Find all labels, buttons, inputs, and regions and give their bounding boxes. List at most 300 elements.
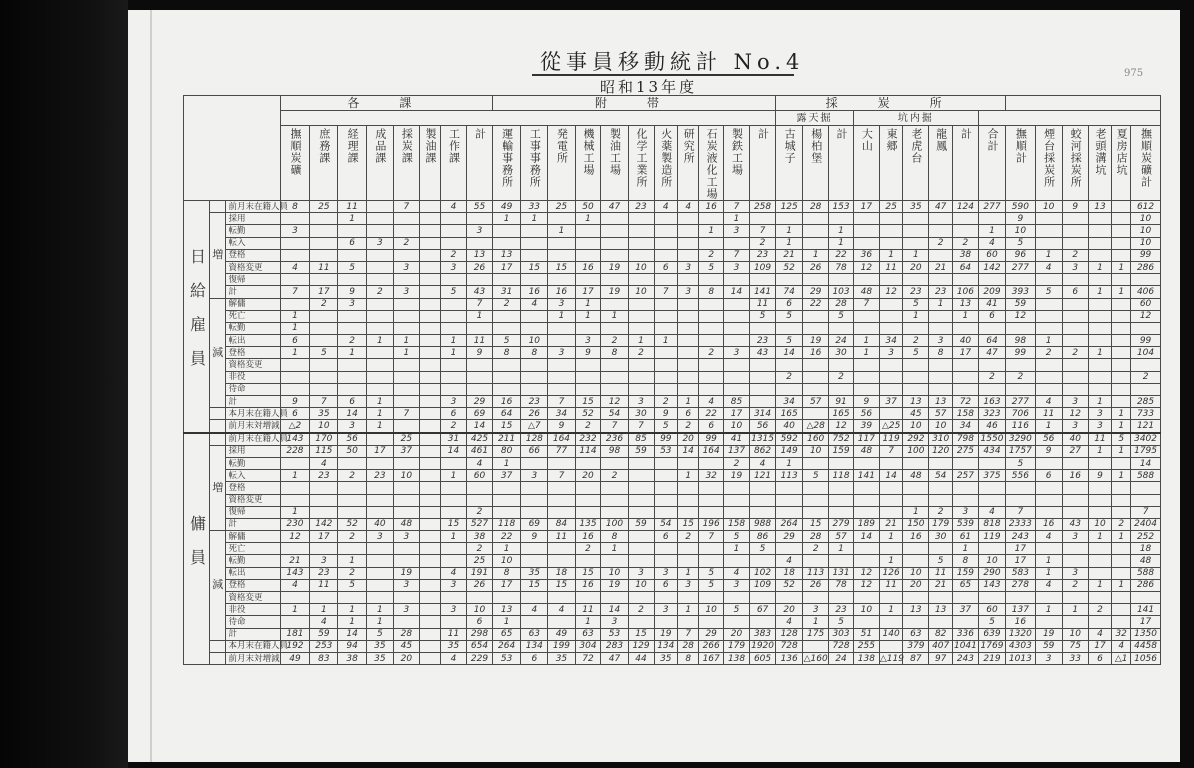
table-cell: 310 [929,433,953,446]
table-cell: 11 [1088,433,1112,446]
table-cell: 5 [338,261,366,273]
table-cell: 2 [903,335,929,347]
table-cell [853,322,879,334]
table-cell [1062,322,1088,334]
table-cell: 2 [628,347,654,359]
table-cell [699,298,724,310]
table-cell: 3 [724,579,750,591]
table-cell: 14 [441,445,467,457]
table-cell: 9 [467,347,493,359]
table-body [184,201,1161,665]
table-cell [952,213,978,225]
table-cell: 2 [492,298,520,310]
column-header [978,126,1005,201]
table-cell: 3 [628,396,654,408]
table-cell: 69 [467,408,493,420]
table-cell [879,322,903,334]
table-cell: 48 [903,470,929,482]
table-cell: 229 [467,652,493,664]
table-cell [1112,506,1131,518]
table-cell: 149 [776,445,803,457]
table-cell: 56 [1035,433,1062,446]
table-cell: 1320 [1006,628,1035,640]
table-row [184,298,1161,310]
table-cell: 5 [803,470,829,482]
table-cell: 7 [1131,506,1161,518]
table-cell: 1 [829,225,854,237]
table-cell [628,555,654,567]
table-cell [419,274,440,286]
table-cell [879,213,903,225]
table-row [184,604,1161,616]
table-cell: 1 [654,335,678,347]
table-cell: 16 [903,531,929,543]
table-cell: 5 [1006,237,1035,249]
table-cell: 2 [978,371,1005,383]
table-cell: 2 [338,335,366,347]
table-cell [1035,616,1062,628]
table-cell [750,494,776,506]
table-cell [929,213,953,225]
table-cell [366,543,393,555]
table-cell: 64 [952,261,978,273]
table-cell [628,249,654,261]
table-cell [548,555,575,567]
table-cell [419,201,440,213]
table-cell: 5 [903,298,929,310]
table-cell: 121 [1131,420,1161,433]
table-cell [699,335,724,347]
table-cell [280,543,309,555]
table-cell: 137 [724,445,750,457]
table-cell [441,457,467,469]
table-cell [678,371,699,383]
table-cell: 10 [929,420,953,433]
column-header-label: 経理課 [346,128,360,164]
column-header [601,126,628,201]
table-cell: 14 [853,531,879,543]
table-cell: 2 [678,531,699,543]
table-row [184,445,1161,457]
table-cell [654,322,678,334]
table-cell: 3 [575,335,601,347]
table-row [184,420,1161,433]
table-cell: 164 [699,445,724,457]
table-cell [1062,494,1088,506]
table-cell [310,506,338,518]
table-cell [699,555,724,567]
table-cell [419,335,440,347]
table-cell: 56 [338,433,366,446]
table-cell [492,371,520,383]
table-cell: 25 [310,201,338,213]
table-cell [548,616,575,628]
table-cell [1112,237,1131,249]
table-cell: 28 [678,640,699,652]
table-cell [699,213,724,225]
table-cell: 3 [393,261,419,273]
table-cell [1112,396,1131,408]
table-cell: 9 [575,347,601,359]
table-cell: △25 [879,420,903,433]
table-cell [1062,225,1088,237]
table-cell [575,506,601,518]
table-cell: 1 [492,457,520,469]
table-cell [601,494,628,506]
table-cell: 116 [1006,420,1035,433]
table-cell: 164 [548,433,575,446]
table-cell: 4 [548,604,575,616]
table-cell [280,298,309,310]
table-cell [575,457,601,469]
table-cell [548,237,575,249]
table-cell: 6 [1035,470,1062,482]
table-cell: 17 [310,286,338,298]
table-cell [280,592,309,604]
table-cell: 1 [366,335,393,347]
table-cell: 136 [776,652,803,664]
table-cell: △160 [803,653,828,664]
column-header-label: 研究所 [682,128,696,164]
row-subgroup-label [209,652,226,664]
row-label: 資格変更 [226,359,280,371]
table-cell: 8 [929,347,953,359]
table-cell: 29 [699,628,724,640]
table-cell: 3 [724,347,750,359]
table-cell: 2 [366,286,393,298]
table-cell: 9 [1035,445,1062,457]
table-cell [419,383,440,395]
table-cell: 45 [903,408,929,420]
table-cell: 1 [879,249,903,261]
table-cell: 17 [492,261,520,273]
table-cell: 988 [750,518,776,530]
table-cell [601,359,628,371]
table-cell: 1 [441,335,467,347]
table-cell [750,274,776,286]
table-cell: 5 [978,616,1005,628]
table-cell: 2 [1088,604,1112,616]
table-cell [654,237,678,249]
table-header [184,96,1161,201]
table-cell [548,213,575,225]
table-cell: 4 [467,457,493,469]
table-cell: 588 [1131,470,1161,482]
table-cell: 10 [1006,225,1035,237]
table-cell [1062,335,1088,347]
table-cell: 1 [492,213,520,225]
table-cell: 13 [492,604,520,616]
table-cell [1112,322,1131,334]
table-cell [521,274,548,286]
table-cell [853,383,879,395]
table-cell [853,543,879,555]
table-cell: 17 [1006,555,1035,567]
table-cell [678,457,699,469]
row-label: 資格変更 [226,592,280,604]
row-label: 採用 [226,445,280,457]
table-cell: 118 [492,518,520,530]
table-cell [929,359,953,371]
table-cell [699,494,724,506]
table-cell [903,482,929,494]
table-cell [492,482,520,494]
row-label: 前月末在籍人員 [226,201,280,213]
table-cell [803,322,829,334]
table-cell [853,482,879,494]
table-cell [419,237,440,249]
table-cell [1062,616,1088,628]
table-cell [776,543,803,555]
table-cell: 2 [750,237,776,249]
column-header [853,126,879,201]
table-cell: 10 [699,604,724,616]
table-cell: 5 [492,335,520,347]
table-cell: 383 [750,628,776,640]
table-cell [419,652,440,664]
table-cell: 1 [1112,579,1131,591]
table-cell: △119 [879,653,904,664]
table-cell: 1 [1035,567,1062,579]
column-header [419,126,440,201]
table-cell [654,592,678,604]
table-cell [1088,567,1112,579]
table-cell: 159 [952,567,978,579]
table-cell: 1 [338,555,366,567]
table-cell: 5 [1006,457,1035,469]
table-cell: 12 [1131,310,1161,322]
table-cell [1062,359,1088,371]
table-cell: 12 [853,567,879,579]
table-row [184,616,1161,628]
table-cell [441,359,467,371]
table-cell: 10 [853,604,879,616]
table-cell [393,298,419,310]
subgroup-open-pit: 露天掘 [776,111,854,126]
table-cell [776,322,803,334]
table-cell [441,383,467,395]
table-cell: 9 [853,396,879,408]
table-cell [393,396,419,408]
table-cell [1062,274,1088,286]
table-cell [419,286,440,298]
column-header-label: 合計 [986,128,999,152]
table-cell: 2 [575,543,601,555]
table-cell: 138 [853,652,879,664]
table-cell: 138 [724,652,750,664]
table-cell [829,494,854,506]
table-cell [776,494,803,506]
table-cell [1062,237,1088,249]
table-cell: 23 [521,396,548,408]
table-cell: 54 [654,518,678,530]
table-cell: 3 [1062,261,1088,273]
table-cell: 175 [803,628,829,640]
table-cell: 21 [776,249,803,261]
table-cell [628,616,654,628]
row-label: 待命 [226,616,280,628]
table-cell: 3 [393,604,419,616]
table-cell [750,555,776,567]
table-cell: 64 [978,335,1005,347]
row-label: 非役 [226,604,280,616]
table-cell [952,383,978,395]
table-cell [366,494,393,506]
table-cell [441,213,467,225]
table-cell [1088,298,1112,310]
table-cell: 5 [903,347,929,359]
table-cell: 165 [776,408,803,420]
table-cell [1088,335,1112,347]
table-cell [1035,225,1062,237]
row-subgroup-label [209,433,226,446]
table-cell [879,494,903,506]
table-cell: 1 [1112,286,1131,298]
table-cell: 4 [654,201,678,213]
table-cell: 11 [338,201,366,213]
table-cell: 1 [1112,261,1131,273]
table-cell [419,408,440,420]
table-cell: 592 [776,433,803,446]
table-cell [601,322,628,334]
table-cell: 10 [1131,225,1161,237]
table-cell [393,555,419,567]
table-cell [903,616,929,628]
table-cell: 3 [280,225,309,237]
table-cell: 4 [441,201,467,213]
table-cell [419,494,440,506]
table-cell: 65 [492,628,520,640]
table-cell [829,592,854,604]
table-cell: 2 [467,543,493,555]
table-cell: 10 [803,445,829,457]
table-cell: 1 [310,604,338,616]
table-cell: 12 [1062,408,1088,420]
table-cell [467,592,493,604]
table-cell: 57 [829,531,854,543]
row-label: 転勤 [226,322,280,334]
table-cell [952,359,978,371]
table-cell: 10 [310,420,338,433]
table-cell [467,237,493,249]
table-cell [1062,506,1088,518]
table-cell [393,359,419,371]
table-cell [1088,383,1112,395]
column-header [1035,126,1062,201]
table-cell [1035,359,1062,371]
table-cell: 63 [903,628,929,640]
table-cell [724,322,750,334]
table-cell [929,371,953,383]
table-cell [929,616,953,628]
table-cell [1006,359,1035,371]
table-cell: 3 [467,225,493,237]
table-cell [903,274,929,286]
table-cell [1035,237,1062,249]
row-label: 転出 [226,335,280,347]
table-cell [776,383,803,395]
table-cell [654,371,678,383]
table-cell [601,383,628,395]
table-cell: 236 [601,433,628,446]
column-header [1112,126,1131,201]
table-cell: 6 [280,408,309,420]
table-cell [1112,604,1131,616]
column-header-label: 計 [756,128,770,140]
table-cell [366,249,393,261]
table-cell: 78 [829,579,854,591]
table-cell [441,371,467,383]
table-cell: 6 [678,408,699,420]
table-cell [441,543,467,555]
table-cell [678,298,699,310]
table-cell: 379 [903,640,929,652]
table-cell [829,274,854,286]
table-cell: 1 [338,347,366,359]
column-header [699,126,724,201]
table-cell: 1 [366,604,393,616]
table-cell: 4303 [1006,640,1035,652]
table-cell: 52 [338,518,366,530]
table-cell: 140 [879,628,903,640]
table-cell: 15 [678,518,699,530]
table-cell: 7 [467,298,493,310]
table-cell [1131,359,1161,371]
table-cell: 15 [575,567,601,579]
table-cell: 12 [601,396,628,408]
table-cell: 1 [393,347,419,359]
table-cell [521,371,548,383]
column-header [338,126,366,201]
table-cell [699,359,724,371]
table-cell [338,322,366,334]
table-cell: 53 [654,445,678,457]
table-cell: 16 [521,286,548,298]
table-cell [441,482,467,494]
table-cell: 5 [338,579,366,591]
table-cell: 11 [1035,408,1062,420]
header-corner [184,96,281,201]
table-cell: 55 [467,201,493,213]
table-cell [952,225,978,237]
table-cell [978,592,1005,604]
table-cell [929,457,953,469]
table-cell: 1 [978,225,1005,237]
table-cell [628,237,654,249]
table-cell [601,298,628,310]
table-cell: 41 [978,298,1005,310]
table-cell: 35 [654,652,678,664]
table-cell: 3 [310,555,338,567]
table-row [184,347,1161,359]
table-cell [750,359,776,371]
table-cell [393,616,419,628]
row-subgroup-label: 増 [209,213,226,298]
table-cell: 4 [978,237,1005,249]
table-cell: 1 [829,237,854,249]
table-cell: 30 [829,347,854,359]
table-cell: 5 [724,531,750,543]
table-cell: 16 [575,531,601,543]
table-cell [776,506,803,518]
column-header [441,126,467,201]
table-cell: 53 [492,652,520,664]
table-cell [441,506,467,518]
table-cell: 10 [978,555,1005,567]
table-cell [678,359,699,371]
table-cell: 59 [1006,298,1035,310]
table-cell: 1769 [978,640,1005,652]
